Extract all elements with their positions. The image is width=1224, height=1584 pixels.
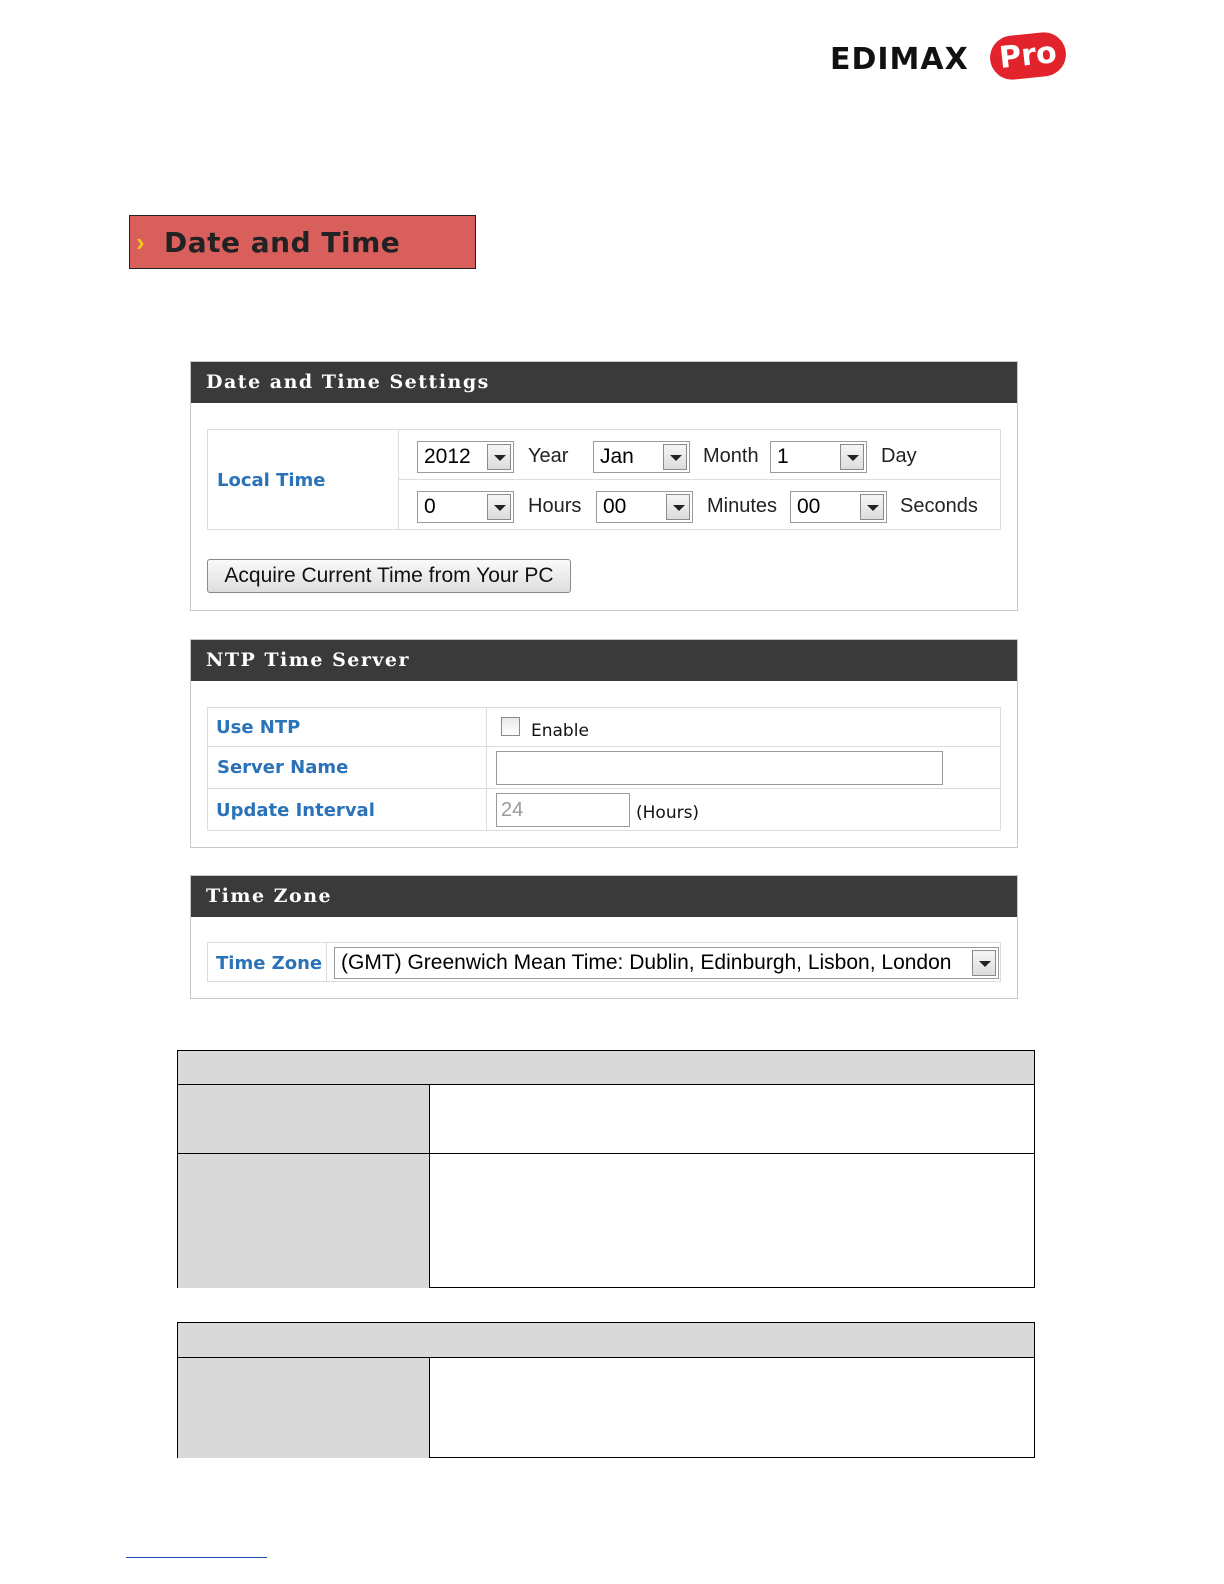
use-ntp-label: Use NTP <box>216 717 301 738</box>
chevron-down-icon[interactable] <box>487 494 511 520</box>
table-header <box>178 1051 1034 1085</box>
day-select[interactable] <box>770 441 867 473</box>
table-row <box>178 1085 1034 1154</box>
acquire-time-button[interactable]: Acquire Current Time from Your PC <box>207 559 571 593</box>
section-banner <box>129 215 476 269</box>
hours-unit: Hours <box>528 495 582 517</box>
day-value: 1 <box>777 445 789 468</box>
table-row-label-cell <box>178 1154 430 1288</box>
use-ntp-row <box>207 707 1001 747</box>
enable-checkbox[interactable] <box>501 717 520 736</box>
minutes-select[interactable] <box>596 491 693 523</box>
seconds-select[interactable] <box>790 491 887 523</box>
hours-value: 0 <box>424 495 436 518</box>
local-time-label-cell <box>207 429 399 530</box>
edimax-pro-logo <box>830 34 1070 84</box>
month-unit: Month <box>703 445 759 467</box>
hours-select[interactable] <box>417 491 514 523</box>
minutes-unit: Minutes <box>707 495 778 517</box>
table-header <box>178 1323 1034 1358</box>
seconds-unit: Seconds <box>900 495 978 517</box>
table-row <box>178 1154 1034 1288</box>
date-time-settings-panel <box>190 361 1018 611</box>
description-table-2 <box>177 1322 1035 1458</box>
year-select[interactable] <box>417 441 514 473</box>
table-row-label-cell <box>178 1085 430 1153</box>
panel-header: Date and Time Settings <box>191 362 1017 403</box>
section-title: Date and Time <box>164 226 401 259</box>
tz-column-divider <box>326 942 327 982</box>
seconds-value: 00 <box>797 495 821 518</box>
panel-header: Time Zone <box>191 876 1017 917</box>
chevron-down-icon[interactable] <box>663 444 687 470</box>
enable-label: Enable <box>531 721 589 741</box>
chevron-down-icon[interactable] <box>860 494 884 520</box>
time-zone-panel <box>190 875 1018 999</box>
server-name-label: Server Name <box>217 757 349 778</box>
update-interval-label: Update Interval <box>216 800 375 821</box>
server-name-input[interactable] <box>496 751 943 785</box>
panel-header: NTP Time Server <box>191 640 1017 681</box>
time-zone-select[interactable] <box>334 947 999 979</box>
table-row-label-cell <box>178 1358 430 1458</box>
year-unit: Year <box>528 445 569 467</box>
chevron-down-icon[interactable] <box>666 494 690 520</box>
chevron-down-icon[interactable] <box>972 950 996 976</box>
day-unit: Day <box>881 445 917 467</box>
ntp-column-divider <box>486 707 487 831</box>
update-interval-input[interactable] <box>496 793 630 827</box>
table-row <box>178 1358 1034 1458</box>
ntp-time-server-panel <box>190 639 1018 848</box>
time-zone-label: Time Zone <box>216 953 323 974</box>
logo-pro-badge: Pro <box>988 30 1068 82</box>
logo-wordmark: EDIMAX <box>830 42 969 77</box>
chevron-down-icon[interactable] <box>840 444 864 470</box>
time-zone-value: (GMT) Greenwich Mean Time: Dublin, Edinburgh, Lisbon, London <box>341 951 952 974</box>
footer-rule <box>126 1557 267 1558</box>
month-select[interactable] <box>593 441 690 473</box>
update-interval-unit: (Hours) <box>636 803 700 823</box>
minutes-value: 00 <box>603 495 627 518</box>
month-value: Jan <box>600 445 634 468</box>
description-table-1 <box>177 1050 1035 1288</box>
year-value: 2012 <box>424 445 471 468</box>
chevron-down-icon[interactable] <box>487 444 511 470</box>
chevron-right-icon: › <box>136 227 145 257</box>
local-time-label: Local Time <box>217 470 326 491</box>
